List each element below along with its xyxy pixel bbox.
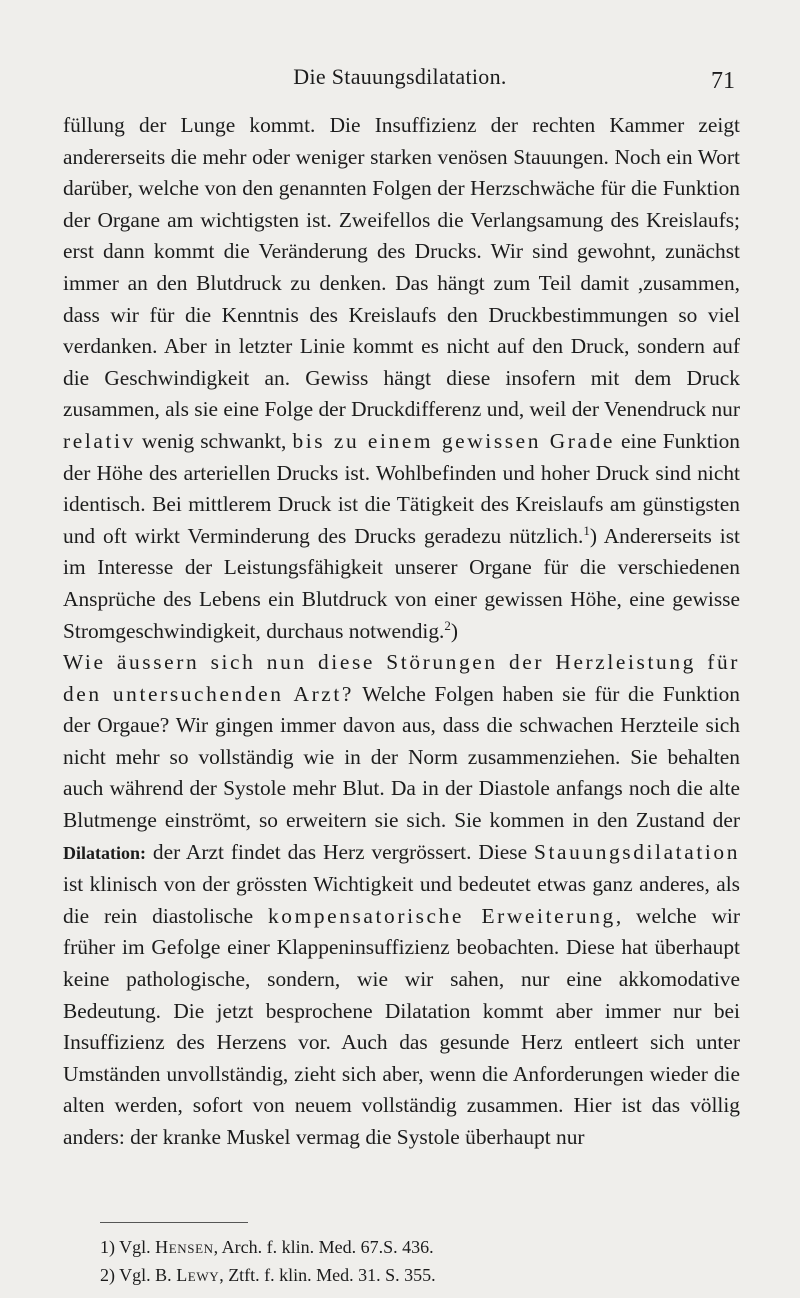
running-head xyxy=(0,64,800,94)
spaced-text: kompensatorische Erweiterung xyxy=(267,903,616,928)
text-run: füllung der Lunge kommt. Die Insuffizienz der rechten Kammer zeigt andererseits die mehr oder weniger starken venösen Stauungen. Noch ein Wort darüber, welche von den genannten Folgen der Herzschwäche für die Funktion der Organe am wichtigsten ist. Zweifellos die Verlangsamung des Kreislaufs; erst dann kommt die Veränderung des Drucks. Wir sind gewohnt, zunächst immer an den Blutdruck zu denken. Das hängt zum Teil damit ,zusammen, dass wir für die Kenntnis des Kreislaufs den Druckbestimmungen so viel verdanken. Aber in letzter Linie kommt es nicht auf den Druck, sondern auf die Geschwindigkeit an. Gewiss hängt diese insofern mit dem Druck zusammen, als sie eine Folge der Druckdifferenz und, weil der Venendruck nur xyxy=(63,113,740,422)
footnotes xyxy=(100,1233,740,1289)
page-number: 71 xyxy=(711,68,735,94)
footnote-author: Hensen xyxy=(155,1237,214,1257)
text-run: ) Andererseits ist im Interesse der Leistungsfähigkeit unserer Organe für die verschiedenen Ansprüche des Lebens ein Blutdruck von einer gewissen Höhe, eine gewisse Stromgeschwindigkeit, durchaus notwendig. xyxy=(63,523,740,643)
paragraph-1 xyxy=(63,110,740,647)
footnote-ref: , Arch. f. klin. Med. 67.S. 436. xyxy=(213,1237,434,1257)
footnote-2 xyxy=(100,1261,740,1289)
footnote-prefix: 2) Vgl. B. xyxy=(100,1265,177,1285)
bold-term: Dilatation: xyxy=(63,842,146,863)
spaced-text: relativ xyxy=(63,428,136,453)
text-run: Welche Folgen haben sie für die Funktion der Orgaue? Wir gingen immer davon aus, dass die schwachen Herzteile sich nicht mehr so vollständig wie in der Norm zusammenziehen. Sie behalten auch während der Systole mehr Blut. Da in der Diastole anfangs noch die alte Blutmenge einströmt, so erweitern sie sich. Sie kommen in den Zustand der xyxy=(63,681,740,833)
text-run: eine Funktion der Höhe des arteriellen Drucks ist. Wohlbefinden und hoher Druck sind nicht identisch. Bei mittlerem Druck ist die Tätigkeit des Kreislaufs am günstigsten und oft wirkt Verminderung des Drucks geradezu nützlich. xyxy=(63,428,740,548)
text-run: wenig schwankt, xyxy=(135,428,293,453)
footnote-marker: 1 xyxy=(583,522,590,538)
spaced-text: Stauungsdilatation xyxy=(533,839,740,864)
text-run: , welche wir früher im Gefolge einer Klappeninsuffizienz beobachten. Diese hat überhaupt keine pathologische, sondern, wie wir sahen, nur eine akkomodative Bedeutung. Die jetzt besprochene Dilatation kommt aber immer nur bei Insuffizienz des Herzens vor. Auch das gesunde Herz entleert sich unter Umständen unvollständig, zieht sich aber, wenn die Anforderungen wieder die alten werden, sofort von neuem vollständig zusammen. Hier ist das völlig anders: der kranke Muskel vermag die Systole überhaupt nur xyxy=(63,903,740,1149)
footnote-marker: 2 xyxy=(444,617,451,633)
footnote-prefix: 1) Vgl. xyxy=(100,1237,156,1257)
spaced-text: Wie äussern sich nun diese Störungen der Herzleistung für den untersuchenden Arzt? xyxy=(63,650,740,706)
paragraph-2 xyxy=(63,647,740,1154)
body-text xyxy=(63,110,740,1154)
running-head-title: Die Stauungsdilatation. xyxy=(293,64,507,89)
text-run: ist klinisch von der grössten Wichtigkeit und bedeutet etwas ganz anderes, als die rein diastolische xyxy=(63,872,740,928)
footnote-ref: , Ztft. f. klin. Med. 31. S. 355. xyxy=(219,1265,436,1285)
footnote-author: Lewy xyxy=(176,1265,220,1285)
text-run: der Arzt findet das Herz vergrössert. Diese xyxy=(146,839,534,864)
footnote-1 xyxy=(100,1233,740,1261)
footnote-divider xyxy=(100,1222,248,1223)
spaced-text: bis zu einem gewissen Grade xyxy=(292,428,615,453)
text-run: ) xyxy=(450,618,459,643)
